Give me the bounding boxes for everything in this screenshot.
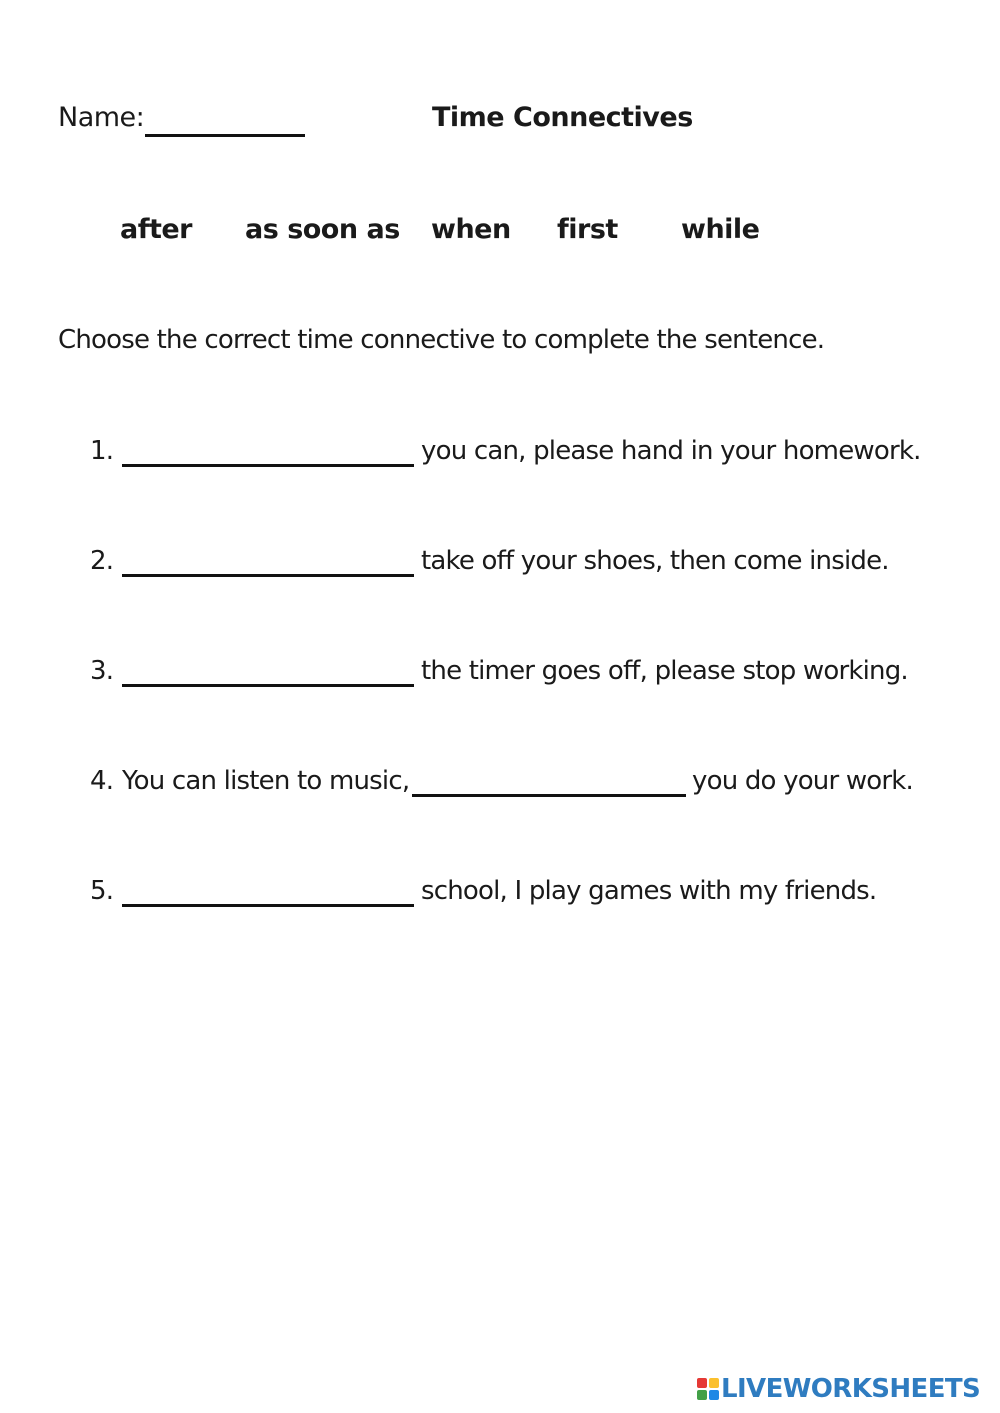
name-blank[interactable] [145,134,305,137]
word-bank-item: after [120,214,193,245]
answer-blank[interactable] [412,794,686,797]
logo-square-yellow [709,1378,719,1388]
brand-name: LIVEWORKSHEETS [721,1374,981,1404]
word-bank-item: first [557,214,618,245]
question-text: school, I play games with my friends. [421,876,877,906]
worksheet-title: Time Connectives [432,102,693,133]
question-number: 1. [90,436,114,466]
logo-square-red [697,1378,707,1388]
logo-square-blue [709,1390,719,1400]
answer-blank[interactable] [122,574,414,577]
instruction-text: Choose the correct time connective to complete the sentence. [58,325,825,355]
word-bank-item: as soon as [245,214,400,245]
answer-blank[interactable] [122,464,414,467]
word-bank-item: when [431,214,511,245]
question-text-before: You can listen to music, [122,766,410,796]
question-number: 4. [90,766,114,796]
question-number: 3. [90,656,114,686]
logo-square-green [697,1390,707,1400]
question-text: take off your shoes, then come inside. [421,546,889,576]
answer-blank[interactable] [122,684,414,687]
question-text: you can, please hand in your homework. [421,436,921,466]
name-label: Name: [58,102,145,133]
question-text: you do your work. [692,766,914,796]
question-number: 2. [90,546,114,576]
question-number: 5. [90,876,114,906]
liveworksheets-logo-icon [697,1378,719,1400]
question-text: the timer goes off, please stop working. [421,656,908,686]
word-bank-item: while [681,214,760,245]
answer-blank[interactable] [122,904,414,907]
